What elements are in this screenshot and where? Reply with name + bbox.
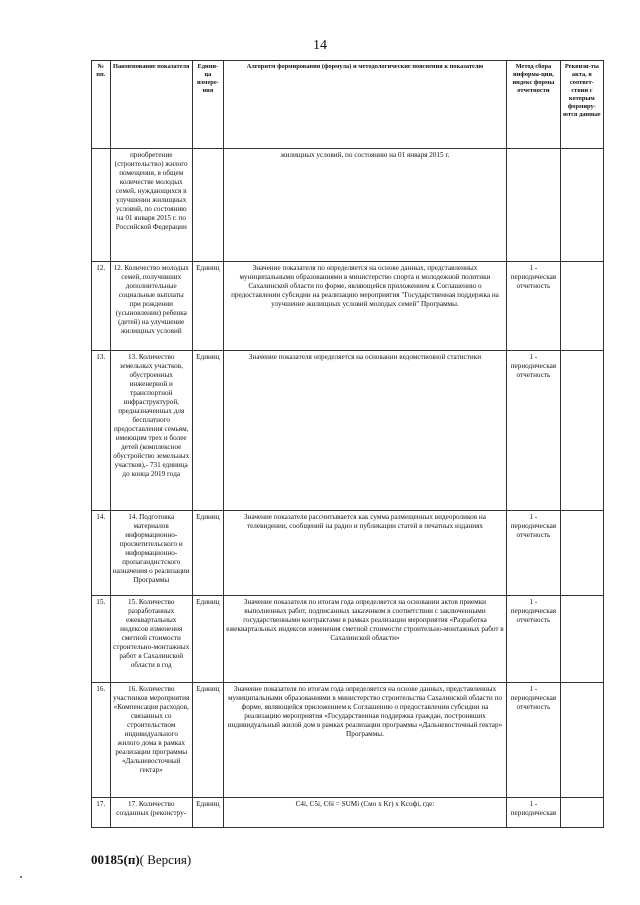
document-code: 00185(п) <box>91 852 140 867</box>
indicators-table <box>91 60 604 828</box>
table-row <box>92 683 604 798</box>
indicator-requisites <box>560 798 603 828</box>
header-no: № пп. <box>92 61 111 149</box>
header-method: Метод сбора информа-ции, индекс формы отчетности <box>507 61 561 149</box>
table-row <box>92 798 604 828</box>
indicator-method: 1 - периодическая отчетность <box>507 683 561 798</box>
indicator-name: 15. Количество разработанных ежеквартальных индексов изменения сметной стоимости строительно-монтажных работ в Сахалинской области в год <box>110 596 192 683</box>
indicator-unit <box>192 149 223 262</box>
table-row <box>92 511 604 596</box>
indicator-algorithm: жилищных условий, по состоянию на 01 января 2015 г. <box>223 149 506 262</box>
row-number: 15. <box>92 596 111 683</box>
indicator-algorithm: Значение показателя определяется на основании ведомственной статистики <box>223 351 506 511</box>
indicator-name: 17. Количество созданных (реконстру- <box>110 798 192 828</box>
indicator-algorithm: Значение показателя рассчитывается как сумма размещенных видеороликов на телевидении, сообщений на радио и публикации статей в печатных изданиях <box>223 511 506 596</box>
indicator-method: 1 - периодическая отчетность <box>507 351 561 511</box>
indicator-algorithm: Значение показателя по определяется на основе данных, представленных муниципальными образованиями в министерство спорта и молодежной политики Сахалинской области по форме, являющейся приложением к Соглашению о предоставлении субсидии на реализацию мероприятия "Государственная поддержка на улучшение жилищных условий молодых семей" Программы. <box>223 262 506 351</box>
indicator-requisites <box>560 351 603 511</box>
row-number: 17. <box>92 798 111 828</box>
indicator-requisites <box>560 683 603 798</box>
header-name: Наименование показателя <box>110 61 192 149</box>
scan-speck <box>20 876 22 878</box>
table-row <box>92 596 604 683</box>
indicator-unit: Единиц <box>192 511 223 596</box>
document-footer <box>91 852 191 868</box>
row-number: 12. <box>92 262 111 351</box>
table-row <box>92 351 604 511</box>
table-header-row <box>92 61 604 149</box>
row-number: 16. <box>92 683 111 798</box>
row-number: 13. <box>92 351 111 511</box>
indicator-algorithm: Значение показателя по итогам года определяется на основе данных, представленных муниципальными образованиями в министерство строительства Сахалинской области по форме, являющейся приложением к Соглашению о предоставлении субсидии на реализацию мероприятия «Государственная поддержка граждан, построивших индивидуальный жилой дом в рамках реализации программы «Дальневосточный гектар» Программы. <box>223 683 506 798</box>
indicator-unit: Единиц <box>192 351 223 511</box>
indicator-unit: Единиц <box>192 596 223 683</box>
indicator-method: 1 - периодическая отчетность <box>507 262 561 351</box>
indicator-name: 14. Подготовка материалов информационно-просветительского и информационно-пропагандистского назначения о реализации Программы <box>110 511 192 596</box>
indicator-name: 13. Количество земельных участков, обустроенных инженерной и транспортной инфраструктурой, предназначенных для бесплатного предоставления семьям, имеющим трех и более детей (комплексное обустройство земельных участков),- 731 единица до конца 2019 года <box>110 351 192 511</box>
indicator-unit: Единиц <box>192 683 223 798</box>
header-requisites: Реквизи-ты акта, в соответ-ствии с которым формиру-ются данные <box>560 61 603 149</box>
indicator-method <box>507 149 561 262</box>
indicator-name: 16. Количество участников мероприятия «Компенсация расходов, связанных со строительством индивидуального жилого дома в рамках реализации программы «Дальневосточный гектар» <box>110 683 192 798</box>
indicator-method: 1 - периодическая отчетность <box>507 596 561 683</box>
indicator-name: приобретение (строительство) жилого помещения, в общем количестве молодых семей, нуждающихся в улучшении жилищных условий, по состоянию на 01 января 2015 г. по Российской Федерации <box>110 149 192 262</box>
header-unit: Едини-ца измере-ния <box>192 61 223 149</box>
indicator-unit: Единиц <box>192 262 223 351</box>
header-algorithm: Алгоритм формирования (формула) и методологические пояснения к показателю <box>223 61 506 149</box>
page-number: 14 <box>313 38 327 53</box>
indicator-method: 1 - периодическая <box>507 798 561 828</box>
indicator-name: 12. Количество молодых семей, получивших дополнительные социальные выплаты при рождении (усыновлении) ребенка (детей) на улучшение жилищных условий <box>110 262 192 351</box>
table-row <box>92 149 604 262</box>
table-row <box>92 262 604 351</box>
indicator-requisites <box>560 149 603 262</box>
row-number: 14. <box>92 511 111 596</box>
document-version: ( Версия) <box>139 852 192 867</box>
row-number <box>92 149 111 262</box>
indicator-algorithm: Значение показателя по итогам года определяется на основании актов приемки выполненных работ, подписанных заказчиком в соответствии с заключенными государственными контрактами в рамках реализации мероприятия «Разработка ежеквартальных индексов изменения сметной стоимости строительно-монтажных работ в Сахалинской области» <box>223 596 506 683</box>
indicator-requisites <box>560 511 603 596</box>
indicator-requisites <box>560 262 603 351</box>
indicator-method: 1 - периодическая отчетность <box>507 511 561 596</box>
indicator-algorithm: C4i, C5i, C6i = SUMi (Cмо x Kr) x Kcoфi, где: <box>223 798 506 828</box>
indicator-requisites <box>560 596 603 683</box>
indicator-unit: Единиц <box>192 798 223 828</box>
